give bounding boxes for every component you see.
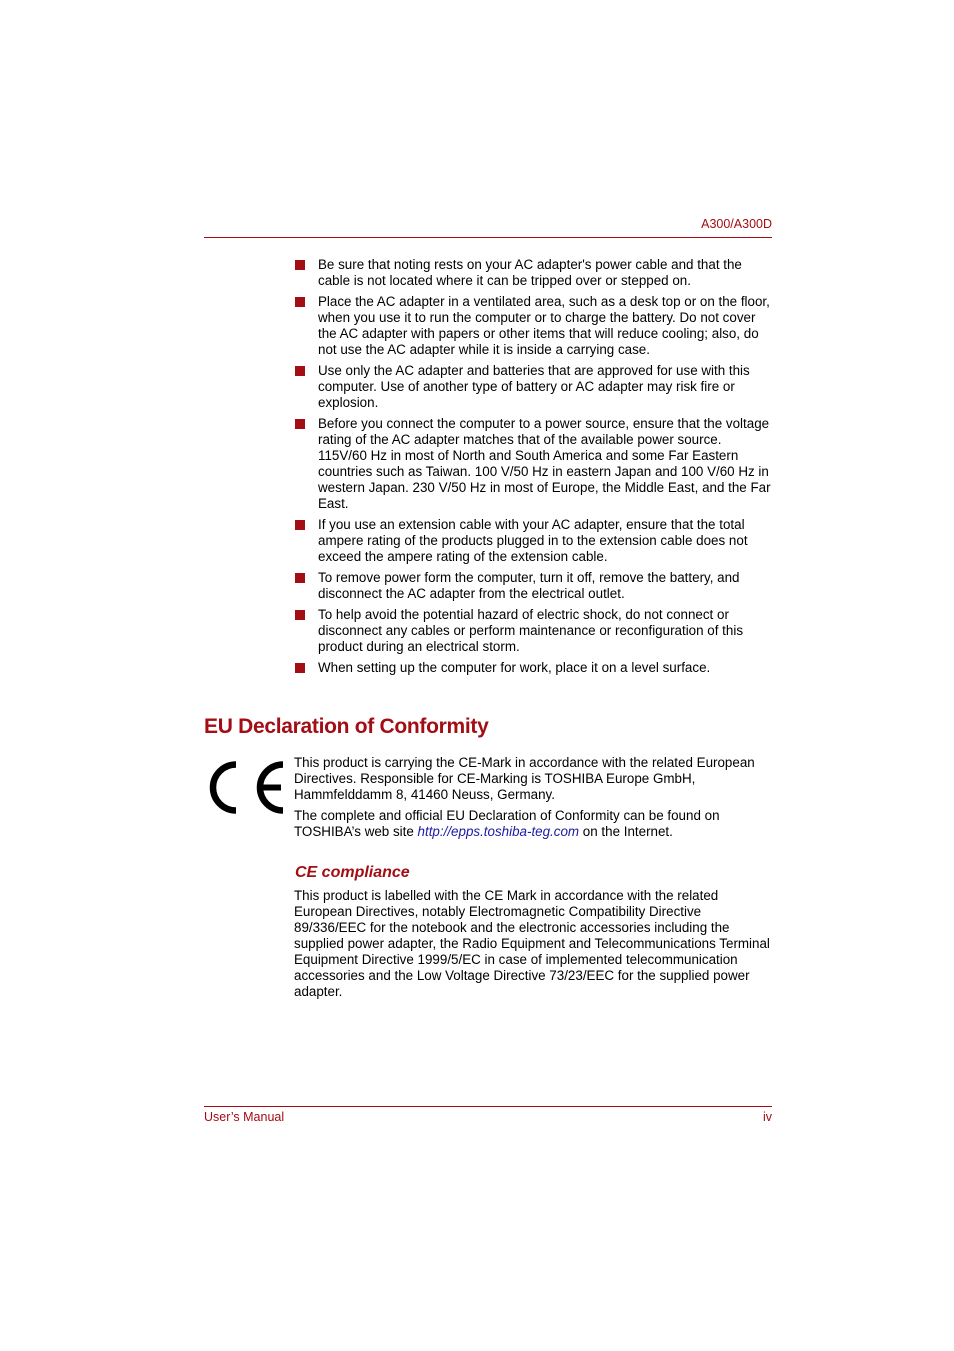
list-item-text: When setting up the computer for work, place it on a level surface.	[318, 660, 711, 675]
footer-divider	[204, 1106, 772, 1107]
header-divider	[204, 237, 772, 238]
declaration-text: The complete and official EU Declaration of Conformity can be found on TOSHIBA’s web site	[294, 808, 720, 839]
ce-compliance-paragraph: This product is labelled with the CE Mark in accordance with the related European Directives, notably Electromagnetic Compatibility Directive 89/336/EEC for the notebook and the electronic accessories including the supplied power adapter, the Radio Equipment and Telecommunications Terminal Equipment Directive 1999/5/EC in case of implemented telecommunication accessories and the Low Voltage Directive 73/23/EEC for the supplied power adapter.	[294, 888, 770, 999]
declaration-paragraph	[294, 808, 772, 840]
page-number: iv	[762, 1110, 772, 1124]
bullet-square-icon	[295, 260, 305, 270]
bullet-square-icon	[295, 366, 305, 376]
list-item	[294, 416, 772, 512]
list-item-text: To remove power form the computer, turn it off, remove the battery, and disconnect the AC adapter from the electrical outlet.	[318, 570, 740, 601]
bullet-square-icon	[295, 520, 305, 530]
list-item	[294, 517, 772, 565]
list-item-text: Be sure that noting rests on your AC adapter's power cable and that the cable is not located where it can be tripped over or stepped on.	[318, 257, 742, 288]
bullet-square-icon	[295, 297, 305, 307]
subsection-title: CE compliance	[295, 864, 410, 881]
ce-mark-paragraph: This product is carrying the CE-Mark in accordance with the related European Directives. Responsible for CE-Marking is TOSHIBA Europe GmbH, Hammfelddamm 8, 41460 Neuss, Germany.	[294, 755, 755, 802]
bullet-square-icon	[295, 573, 305, 583]
section-title: EU Declaration of Conformity	[204, 715, 489, 738]
list-item	[294, 257, 772, 289]
toshiba-website-link[interactable]: http://epps.toshiba-teg.com	[417, 824, 580, 839]
list-item-text: If you use an extension cable with your AC adapter, ensure that the total ampere rating of the products plugged in to the extension cable does not exceed the ampere rating of the extension cable.	[318, 517, 748, 564]
bullet-square-icon	[295, 610, 305, 620]
footer-manual-title: User’s Manual	[204, 1110, 285, 1124]
list-item	[294, 660, 772, 676]
list-item-text: Place the AC adapter in a ventilated area, such as a desk top or on the floor, when you use it to run the computer or to charge the battery. Do not cover the AC adapter with papers or other items that will reduce cooling; also, do not use the AC adapter while it is inside a carrying case.	[318, 294, 770, 357]
list-item-text: To help avoid the potential hazard of electric shock, do not connect or disconnect any cables or perform maintenance or reconfiguration of this product during an electrical storm.	[318, 607, 744, 654]
list-item	[294, 363, 772, 411]
list-item-text: Use only the AC adapter and batteries that are approved for use with this computer. Use of another type of battery or AC adapter may risk fire or explosion.	[318, 363, 750, 410]
list-item	[294, 607, 772, 655]
safety-bullet-list	[294, 257, 772, 681]
list-item	[294, 570, 772, 602]
declaration-text-end: on the Internet.	[579, 824, 673, 839]
header-model-name: A300/A300D	[701, 217, 772, 231]
ce-mark-icon	[206, 759, 286, 816]
list-item-text: Before you connect the computer to a power source, ensure that the voltage rating of the AC adapter matches that of the available power source. 115V/60 Hz in most of North and South America and some Far Eastern countries such as Taiwan. 100 V/50 Hz in eastern Japan and 100 V/60 Hz in western Japan. 230 V/50 Hz in most of Europe, the Middle East, and the Far East.	[318, 416, 771, 511]
bullet-square-icon	[295, 663, 305, 673]
bullet-square-icon	[295, 419, 305, 429]
list-item	[294, 294, 772, 358]
